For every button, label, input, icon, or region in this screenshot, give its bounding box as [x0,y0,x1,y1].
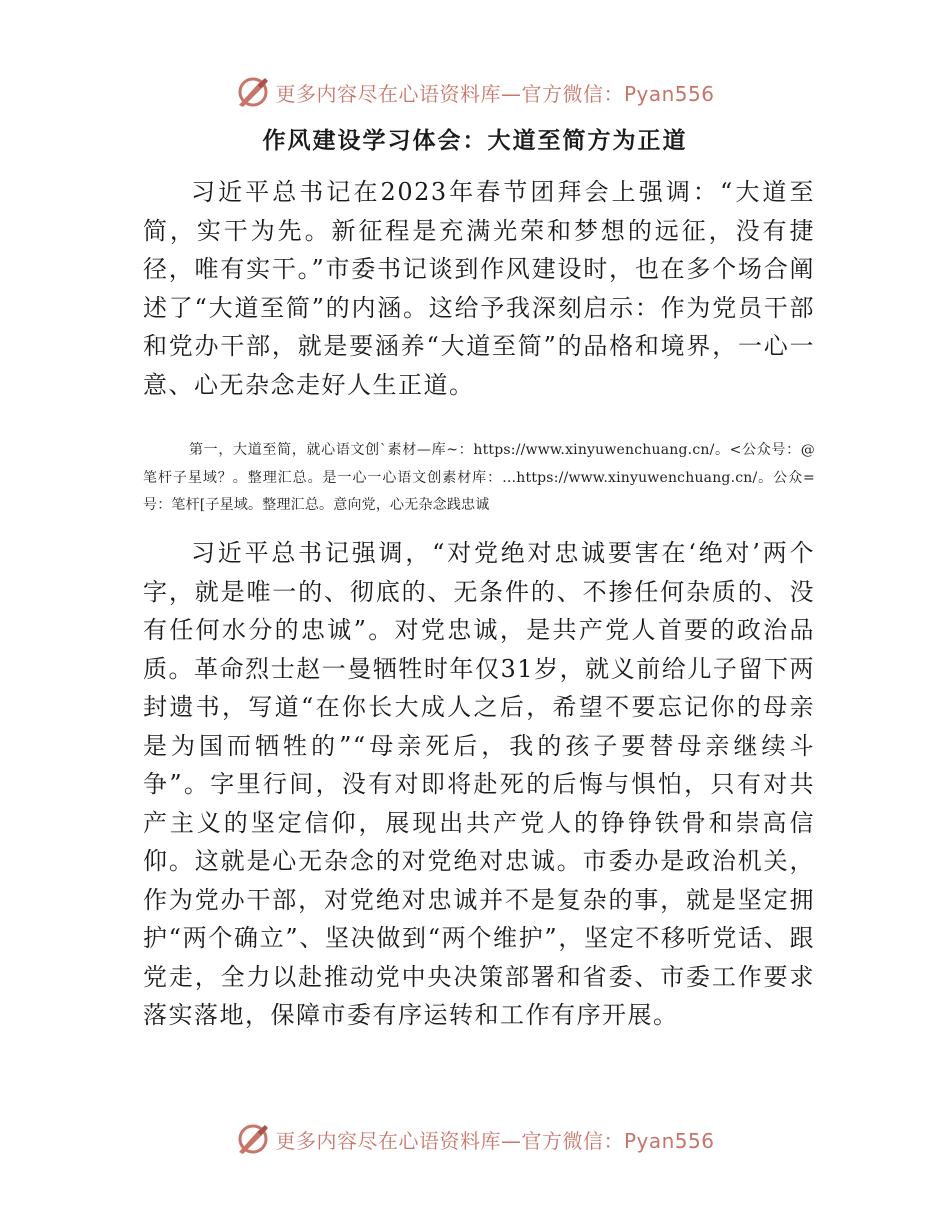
paragraph-2: 习近平总书记强调，“对党绝对忠诚要害在‘绝对’两个字，就是唯一的、彻底的、无条件的、不掺任何杂质的、没有任何水分的忠诚”。对党忠诚，是共产党人首要的政治品质。革命烈士赵一曼牺牲时年仅31岁，就义前给儿子留下两封遗书，写道“在你长大成人之后，希望不要忘记你的母亲是为国而牺牲的”“母亲死后，我的孩子要替母亲继续斗争”。字里行间，没有对即将赴死的后悔与惧怕，只有对共产主义的坚定信仰，展现出共产党人的铮铮铁骨和崇高信仰。这就是心无杂念的对党绝对忠诚。市委办是政治机关，作为党办干部，对党绝对忠诚并不是复杂的事，就是坚定拥护“两个确立”、坚决做到“两个维护”，坚定不移听党话、跟党走，全力以赴推动党中央决策部署和省委、市委工作要求落实落地，保障市委有序运转和工作有序开展。 [143,539,815,1029]
fountain-pen-logo-icon [235,74,271,110]
paragraph-1: 习近平总书记在2023年春节团拜会上强调：“大道至简，实干为先。新征程是充满光荣和梦想的远征，没有捷径，唯有实干。”市委书记谈到作风建设时，也在多个场合阐述了“大道至简”的内涵。这给予我深刻启示：作为党员干部和党办干部，就是要涵养“大道至简”的品格和境界，一心一意、心无杂念走好人生正道。 [143,178,815,399]
footer-banner [0,1117,950,1161]
header-banner-text: 更多内容尽在心语资料库—官方微信：Pyan556 [275,81,715,106]
page-title: 作风建设学习体会：大道至简方为正道 [262,127,688,154]
fountain-pen-logo-icon [235,1121,271,1157]
source-note: 第一，大道至简，就心语文创`素材—库~：https://www.xinyuwenchuang.cn/。<公众号：@笔杆子星域？。整理汇总。是一心一心语文创素材库：…https://www.xinyuwenchuang.cn/。公众=号：笔杆[子星域。整理汇总。意向党，心无杂念践忠诚 [143,442,815,513]
header-banner [0,70,950,114]
footer-banner-text: 更多内容尽在心语资料库—官方微信：Pyan556 [275,1128,715,1153]
